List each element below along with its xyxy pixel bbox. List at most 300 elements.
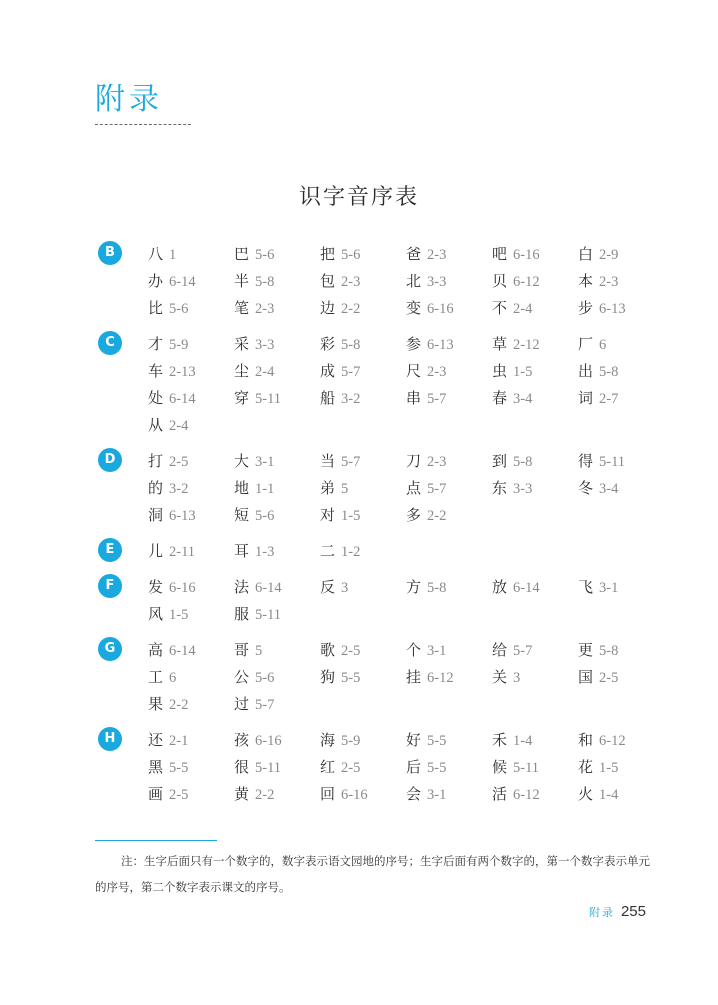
character: 花: [578, 758, 594, 776]
character: 候: [492, 758, 508, 776]
character-entry: [406, 384, 492, 411]
lesson-reference: 5: [255, 643, 263, 659]
character: 黑: [148, 758, 164, 776]
lesson-reference: 5: [341, 481, 349, 497]
character-entry: [148, 330, 234, 357]
lesson-reference: 2-5: [169, 787, 189, 803]
letter-group-f: [0, 573, 718, 627]
lesson-reference: 2-7: [599, 391, 619, 407]
character-entry: [234, 663, 320, 690]
character: 巴: [234, 245, 250, 263]
lesson-reference: 3-2: [341, 391, 361, 407]
character-entry: [578, 384, 664, 411]
letter-badge: F: [98, 574, 122, 598]
character-entry: [578, 474, 664, 501]
lesson-reference: 1-5: [169, 607, 189, 623]
letter-badge: C: [98, 331, 122, 355]
character: 成: [320, 362, 336, 380]
character-entry: [234, 600, 320, 627]
character: 活: [492, 785, 508, 803]
character: 吧: [492, 245, 508, 263]
character-entry: [148, 501, 234, 528]
character: 洞: [148, 506, 164, 524]
character: 冬: [578, 479, 594, 497]
lesson-reference: 6: [599, 337, 607, 353]
character-entry: [406, 636, 492, 663]
character-entry: [320, 537, 406, 564]
character: 采: [234, 335, 250, 353]
character-entry: [148, 474, 234, 501]
lesson-reference: 5-7: [427, 481, 447, 497]
character: 给: [492, 641, 508, 659]
character-entry: [492, 294, 578, 321]
lesson-reference: 5-9: [169, 337, 189, 353]
letter-badge: E: [98, 538, 122, 562]
lesson-reference: 6-12: [513, 787, 540, 803]
character: 得: [578, 452, 594, 470]
character-entry: [320, 573, 406, 600]
character: 风: [148, 605, 164, 623]
character-entry: [406, 267, 492, 294]
lesson-reference: 6-14: [255, 580, 282, 596]
character: 东: [492, 479, 508, 497]
character: 八: [148, 245, 164, 263]
character-entry: [406, 753, 492, 780]
character-entry: [320, 357, 406, 384]
lesson-reference: 6-16: [255, 733, 282, 749]
lesson-reference: 5-11: [513, 760, 540, 776]
character-entry: [320, 636, 406, 663]
lesson-reference: 3: [513, 670, 521, 686]
lesson-reference: 5-8: [255, 274, 275, 290]
character: 歌: [320, 641, 336, 659]
lesson-reference: 2-3: [427, 454, 447, 470]
character: 从: [148, 416, 164, 434]
character: 画: [148, 785, 164, 803]
lesson-reference: 5-5: [341, 670, 361, 686]
character-entry: [492, 474, 578, 501]
character-entry: [406, 294, 492, 321]
character-entry: [234, 573, 320, 600]
character-entry: [578, 726, 664, 753]
character-entry: [578, 240, 664, 267]
character-grid: [148, 330, 648, 438]
character: 火: [578, 785, 594, 803]
lesson-reference: 2-4: [255, 364, 275, 380]
character-entry: [148, 537, 234, 564]
character: 点: [406, 479, 422, 497]
lesson-reference: 6-14: [513, 580, 540, 596]
lesson-reference: 1-1: [255, 481, 275, 497]
character: 出: [578, 362, 594, 380]
lesson-reference: 1-5: [513, 364, 533, 380]
lesson-reference: 3: [341, 580, 349, 596]
character: 挂: [406, 668, 422, 686]
character: 果: [148, 695, 164, 713]
lesson-reference: 2-5: [341, 760, 361, 776]
lesson-reference: 5-7: [513, 643, 533, 659]
lesson-reference: 5-6: [255, 508, 275, 524]
character-entry: [234, 474, 320, 501]
character: 孩: [234, 731, 250, 749]
lesson-reference: 5-5: [427, 733, 447, 749]
lesson-reference: 2-3: [599, 274, 619, 290]
lesson-reference: 3-1: [255, 454, 275, 470]
character: 回: [320, 785, 336, 803]
character-entry: [234, 384, 320, 411]
character: 变: [406, 299, 422, 317]
character: 后: [406, 758, 422, 776]
character: 法: [234, 578, 250, 596]
character-entry: [406, 357, 492, 384]
character-entry: [578, 294, 664, 321]
lesson-reference: 6-12: [427, 670, 454, 686]
character: 对: [320, 506, 336, 524]
character-entry: [148, 573, 234, 600]
character: 会: [406, 785, 422, 803]
lesson-reference: 6-13: [599, 301, 626, 317]
character-entry: [578, 267, 664, 294]
character: 很: [234, 758, 250, 776]
lesson-reference: 1-4: [599, 787, 619, 803]
lesson-reference: 2-3: [341, 274, 361, 290]
character-entry: [234, 240, 320, 267]
character-entry: [406, 726, 492, 753]
lesson-reference: 1-5: [599, 760, 619, 776]
character-entry: [320, 267, 406, 294]
character: 方: [406, 578, 422, 596]
character-entry: [320, 501, 406, 528]
lesson-reference: 6-13: [169, 508, 196, 524]
character: 多: [406, 506, 422, 524]
page-footer: [589, 903, 646, 920]
character-entry: [234, 357, 320, 384]
character: 半: [234, 272, 250, 290]
character-entry: [492, 267, 578, 294]
letter-badge: B: [98, 241, 122, 265]
lesson-reference: 2-5: [169, 454, 189, 470]
footer-section-label: 附录: [588, 906, 615, 919]
lesson-reference: 5-11: [255, 391, 282, 407]
character-grid: [148, 537, 648, 564]
character: 春: [492, 389, 508, 407]
character-entry: [320, 447, 406, 474]
character: 贝: [492, 272, 508, 290]
character-entry: [492, 240, 578, 267]
character: 个: [406, 641, 422, 659]
character-entry: [148, 780, 234, 807]
letter-badge: D: [98, 448, 122, 472]
lesson-reference: 2-11: [169, 544, 196, 560]
character-entry: [406, 573, 492, 600]
character: 工: [148, 668, 164, 686]
character-entry: [406, 474, 492, 501]
character: 的: [148, 479, 164, 497]
lesson-reference: 3-4: [599, 481, 619, 497]
character: 地: [234, 479, 250, 497]
character: 发: [148, 578, 164, 596]
character: 办: [148, 272, 164, 290]
character: 更: [578, 641, 594, 659]
lesson-reference: 5-8: [427, 580, 447, 596]
character-entry: [406, 663, 492, 690]
character: 关: [492, 668, 508, 686]
lesson-reference: 5-11: [599, 454, 626, 470]
lesson-reference: 6-14: [169, 391, 196, 407]
character: 白: [578, 245, 594, 263]
character-entry: [148, 267, 234, 294]
character-grid: [148, 240, 648, 321]
footnote: 注：生字后面只有一个数字的，数字表示语文园地的序号；生字后面有两个数字的，第一个数字表示单元的序号，第二个数字表示课文的序号。: [95, 854, 650, 894]
lesson-reference: 2-1: [169, 733, 189, 749]
lesson-reference: 2-5: [341, 643, 361, 659]
character: 尺: [406, 362, 422, 380]
lesson-reference: 2-5: [599, 670, 619, 686]
lesson-reference: 2-2: [169, 697, 189, 713]
lesson-reference: 6-16: [341, 787, 368, 803]
character: 国: [578, 668, 594, 686]
character: 海: [320, 731, 336, 749]
lesson-reference: 6-16: [169, 580, 196, 596]
character-entry: [320, 240, 406, 267]
character-entry: [578, 357, 664, 384]
character: 彩: [320, 335, 336, 353]
lesson-reference: 5-6: [255, 670, 275, 686]
table-title: 识字音序表: [298, 185, 419, 210]
character-entry: [406, 447, 492, 474]
character: 词: [578, 389, 594, 407]
character-entry: [234, 501, 320, 528]
character: 狗: [320, 668, 336, 686]
lesson-reference: 3-1: [427, 787, 447, 803]
character-entry: [234, 330, 320, 357]
lesson-reference: 1-2: [341, 544, 361, 560]
character: 穿: [234, 389, 250, 407]
lesson-reference: 2-3: [427, 364, 447, 380]
lesson-reference: 5-11: [255, 607, 282, 623]
lesson-reference: 1: [169, 247, 177, 263]
lesson-reference: 6-16: [513, 247, 540, 263]
character: 儿: [148, 542, 164, 560]
character: 边: [320, 299, 336, 317]
character: 服: [234, 605, 250, 623]
lesson-reference: 1-4: [513, 733, 533, 749]
character-entry: [148, 663, 234, 690]
character: 禾: [492, 731, 508, 749]
character-entry: [148, 726, 234, 753]
lesson-reference: 5-8: [599, 364, 619, 380]
letter-group-g: [0, 636, 718, 717]
lesson-reference: 3-4: [513, 391, 533, 407]
letter-group-c: [0, 330, 718, 438]
phonetic-index-table: [0, 240, 718, 816]
character-entry: [578, 663, 664, 690]
character-entry: [320, 726, 406, 753]
letter-group-b: [0, 240, 718, 321]
character: 红: [320, 758, 336, 776]
lesson-reference: 5-6: [255, 247, 275, 263]
lesson-reference: 5-5: [427, 760, 447, 776]
character-entry: [148, 753, 234, 780]
lesson-reference: 5-7: [341, 364, 361, 380]
character-entry: [320, 663, 406, 690]
character: 尘: [234, 362, 250, 380]
character: 把: [320, 245, 336, 263]
lesson-reference: 1-3: [255, 544, 275, 560]
lesson-reference: 2-12: [513, 337, 540, 353]
lesson-reference: 3-3: [513, 481, 533, 497]
lesson-reference: 3-1: [427, 643, 447, 659]
character: 当: [320, 452, 336, 470]
letter-group-d: [0, 447, 718, 528]
character-entry: [234, 726, 320, 753]
lesson-reference: 2-4: [513, 301, 533, 317]
character: 包: [320, 272, 336, 290]
character: 虫: [492, 362, 508, 380]
character: 船: [320, 389, 336, 407]
lesson-reference: 6-12: [513, 274, 540, 290]
lesson-reference: 2-9: [599, 247, 619, 263]
letter-badge: G: [98, 637, 122, 661]
character-entry: [234, 636, 320, 663]
character: 二: [320, 542, 336, 560]
character: 刀: [406, 452, 422, 470]
lesson-reference: 2-3: [427, 247, 447, 263]
character-entry: [492, 726, 578, 753]
character-grid: [148, 447, 648, 528]
lesson-reference: 5-8: [513, 454, 533, 470]
character-entry: [406, 780, 492, 807]
character: 厂: [578, 335, 594, 353]
character-entry: [234, 447, 320, 474]
character: 比: [148, 299, 164, 317]
character-entry: [148, 690, 234, 717]
character: 和: [578, 731, 594, 749]
character: 串: [406, 389, 422, 407]
character-entry: [148, 600, 234, 627]
character-entry: [234, 780, 320, 807]
character: 步: [578, 299, 594, 317]
character: 还: [148, 731, 164, 749]
character: 黄: [234, 785, 250, 803]
character-entry: [578, 780, 664, 807]
letter-badge: H: [98, 727, 122, 751]
character: 弟: [320, 479, 336, 497]
lesson-reference: 6-14: [169, 274, 196, 290]
character: 公: [234, 668, 250, 686]
character-entry: [320, 294, 406, 321]
character: 大: [234, 452, 250, 470]
character-entry: [234, 267, 320, 294]
character-entry: [320, 753, 406, 780]
character-entry: [406, 330, 492, 357]
lesson-reference: 3-3: [255, 337, 275, 353]
character-entry: [492, 636, 578, 663]
character-entry: [578, 573, 664, 600]
lesson-reference: 5-7: [341, 454, 361, 470]
lesson-reference: 5-7: [255, 697, 275, 713]
character: 北: [406, 272, 422, 290]
character: 过: [234, 695, 250, 713]
lesson-reference: 5-11: [255, 760, 282, 776]
character-grid: [148, 573, 648, 627]
character-entry: [578, 636, 664, 663]
character-entry: [234, 753, 320, 780]
character-grid: [148, 726, 648, 807]
lesson-reference: 2-2: [255, 787, 275, 803]
lesson-reference: 2-2: [341, 301, 361, 317]
character-entry: [406, 501, 492, 528]
lesson-reference: 5-6: [169, 301, 189, 317]
letter-group-e: [0, 537, 718, 564]
character: 笔: [234, 299, 250, 317]
lesson-reference: 5-5: [169, 760, 189, 776]
character: 打: [148, 452, 164, 470]
lesson-reference: 1-5: [341, 508, 361, 524]
character-entry: [234, 690, 320, 717]
character-entry: [492, 447, 578, 474]
character-entry: [320, 330, 406, 357]
lesson-reference: 3-1: [599, 580, 619, 596]
lesson-reference: 6-14: [169, 643, 196, 659]
character-entry: [148, 240, 234, 267]
character-entry: [492, 357, 578, 384]
character-entry: [320, 384, 406, 411]
lesson-reference: 2-2: [427, 508, 447, 524]
character: 草: [492, 335, 508, 353]
character: 本: [578, 272, 594, 290]
lesson-reference: 6-13: [427, 337, 454, 353]
character-entry: [148, 384, 234, 411]
character-entry: [406, 240, 492, 267]
character: 放: [492, 578, 508, 596]
lesson-reference: 2-13: [169, 364, 196, 380]
character: 短: [234, 506, 250, 524]
lesson-reference: 2-4: [169, 418, 189, 434]
character-entry: [492, 663, 578, 690]
lesson-reference: 5-6: [341, 247, 361, 263]
character: 反: [320, 578, 336, 596]
lesson-reference: 6-12: [599, 733, 626, 749]
character-entry: [234, 537, 320, 564]
character-entry: [148, 447, 234, 474]
lesson-reference: 6-16: [427, 301, 454, 317]
character: 不: [492, 299, 508, 317]
appendix-title-underline: [95, 124, 191, 125]
character-entry: [492, 780, 578, 807]
page-number: 255: [620, 903, 646, 920]
lesson-reference: 6: [169, 670, 177, 686]
character-entry: [492, 330, 578, 357]
character-entry: [492, 384, 578, 411]
letter-group-h: [0, 726, 718, 807]
character: 好: [406, 731, 422, 749]
lesson-reference: 3-3: [427, 274, 447, 290]
character: 处: [148, 389, 164, 407]
character: 才: [148, 335, 164, 353]
character: 耳: [234, 542, 250, 560]
character-grid: [148, 636, 648, 717]
lesson-reference: 3-2: [169, 481, 189, 497]
lesson-reference: 5-9: [341, 733, 361, 749]
character-entry: [492, 753, 578, 780]
lesson-reference: 5-8: [599, 643, 619, 659]
appendix-title: 附录: [95, 82, 163, 117]
character: 参: [406, 335, 422, 353]
character: 飞: [578, 578, 594, 596]
lesson-reference: 2-3: [255, 301, 275, 317]
character-entry: [320, 474, 406, 501]
